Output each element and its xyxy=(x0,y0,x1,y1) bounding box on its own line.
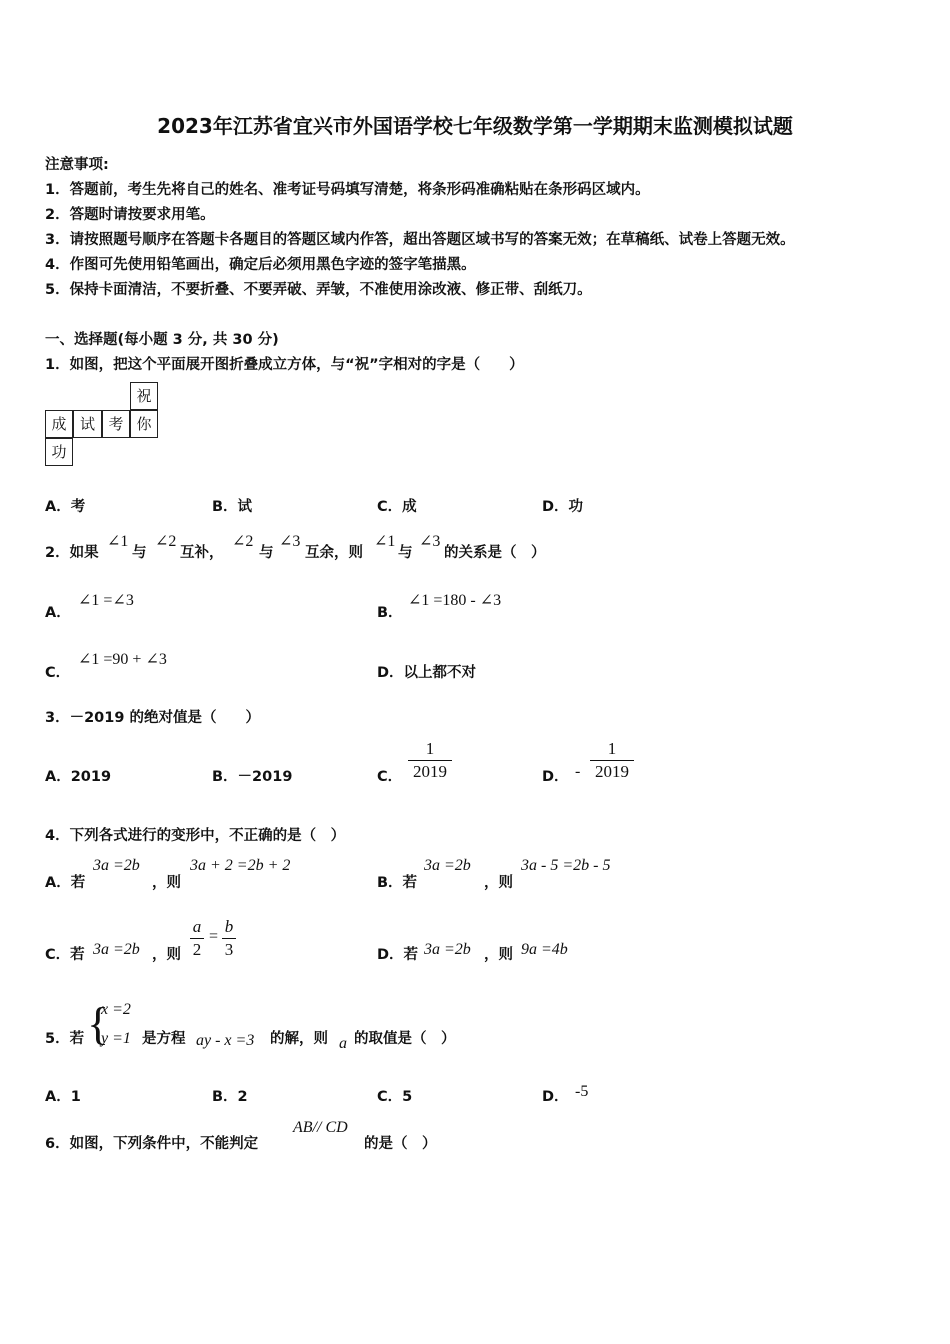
note-item: 5．保持卡面清洁，不要折叠、不要弄破、弄皱，不准使用涂改液、修正带、刮纸刀。 xyxy=(45,282,592,298)
question-2-text: 互余，则 xyxy=(305,545,363,561)
net-cell: 成 xyxy=(45,410,73,438)
option-b: B．－2019 xyxy=(212,769,293,785)
math-expr: AB// CD xyxy=(293,1119,348,1136)
option-b: B． xyxy=(377,605,403,621)
fraction xyxy=(190,916,204,961)
math-expr: ∠1 xyxy=(107,533,129,550)
system-brace: { xyxy=(87,998,110,1049)
fraction-denominator: 2 xyxy=(192,940,202,959)
option-d: D． xyxy=(542,1089,569,1105)
question-5-text: 是方程 xyxy=(142,1031,186,1047)
question-2-text: 的关系是（ ） xyxy=(444,545,546,561)
math-expr: ∠1 =180 - ∠3 xyxy=(408,592,502,609)
fraction-numerator: 1 xyxy=(425,739,435,758)
question-2-text: 2．如果 xyxy=(45,545,99,561)
option-d: D． xyxy=(542,769,569,785)
fraction xyxy=(222,916,236,961)
option-d-text: ，则 xyxy=(484,947,513,963)
option-b-text: ，则 xyxy=(484,875,513,891)
option-c-text: ，则 xyxy=(152,947,181,963)
note-item: 1．答题前，考生先将自己的姓名、准考证号码填写清楚，将条形码准确粘贴在条形码区域内。 xyxy=(45,182,650,198)
note-item: 3．请按照题号顺序在答题卡各题目的答题区域内作答，超出答题区域书写的答案无效；在草稿纸、试卷上答题无效。 xyxy=(45,232,795,248)
question-4-stem: 4．下列各式进行的变形中，不正确的是（ ） xyxy=(45,828,346,844)
question-3-stem: 3．－2019 的绝对值是（ ） xyxy=(45,710,260,726)
math-expr: ∠2 xyxy=(232,533,254,550)
fraction-numerator: b xyxy=(224,917,234,936)
question-6-text: 的是（ ） xyxy=(364,1136,437,1152)
option-d: D．功 xyxy=(542,499,584,515)
net-cell: 祝 xyxy=(130,382,158,410)
net-cell: 考 xyxy=(102,410,130,438)
math-expr: ∠3 xyxy=(419,533,441,550)
option-d: D．若 xyxy=(377,947,419,963)
math-expr: -5 xyxy=(575,1083,589,1100)
math-expr: ay - x =3 xyxy=(196,1032,255,1049)
option-c: C．若 xyxy=(45,947,85,963)
note-item: 4．作图可先使用铅笔画出，确定后必须用黑色字迹的签字笔描黑。 xyxy=(45,257,476,273)
fraction-denominator: 2019 xyxy=(413,762,447,781)
option-a: A．考 xyxy=(45,499,86,515)
option-a: A．2019 xyxy=(45,769,112,785)
question-2-text: 与 xyxy=(132,545,147,561)
math-expr: ∠1 =90 + ∠3 xyxy=(78,651,167,668)
math-expr: 3a + 2 =2b + 2 xyxy=(190,857,291,874)
question-5-text: 5．若 xyxy=(45,1031,85,1047)
math-expr: ∠2 xyxy=(155,533,177,550)
question-6-text: 6．如图，下列条件中，不能判定 xyxy=(45,1136,259,1152)
math-expr: ∠3 xyxy=(279,533,301,550)
option-c: C． xyxy=(45,665,71,681)
fraction xyxy=(408,738,452,783)
math-expr: y =1 xyxy=(101,1030,131,1047)
option-a: A．若 xyxy=(45,875,86,891)
notes-heading: 注意事项: xyxy=(45,157,109,173)
page-title: 2023年江苏省宜兴市外国语学校七年级数学第一学期期末监测模拟试题 xyxy=(157,114,793,138)
option-a: A．1 xyxy=(45,1089,81,1105)
option-c: C．成 xyxy=(377,499,417,515)
math-expr: x =2 xyxy=(101,1001,131,1018)
fraction-numerator: a xyxy=(192,917,202,936)
net-cell: 你 xyxy=(130,410,158,438)
option-a-text: ，则 xyxy=(152,875,181,891)
option-b: B．试 xyxy=(212,499,253,515)
option-d: D．以上都不对 xyxy=(377,665,477,681)
math-expr: ∠1 xyxy=(374,533,396,550)
question-5-text: 的解，则 xyxy=(270,1031,328,1047)
fraction-denominator: 3 xyxy=(224,940,234,959)
section-heading: 一、选择题(每小题 3 分, 共 30 分) xyxy=(45,332,279,348)
math-expr: ∠1 =∠3 xyxy=(78,592,134,609)
math-expr: 3a =2b xyxy=(424,857,471,874)
option-c: C． xyxy=(377,769,403,785)
math-expr: 3a =2b xyxy=(93,941,140,958)
option-b: B．若 xyxy=(377,875,418,891)
option-b: B．2 xyxy=(212,1089,248,1105)
fraction-numerator: 1 xyxy=(607,739,617,758)
math-expr: 3a =2b xyxy=(424,941,471,958)
fraction-denominator: 2019 xyxy=(595,762,629,781)
math-expr: 3a - 5 =2b - 5 xyxy=(521,857,611,874)
option-c: C．5 xyxy=(377,1089,413,1105)
question-2-text: 互补， xyxy=(180,545,224,561)
question-5-text: 的取值是（ ） xyxy=(354,1031,456,1047)
net-cell: 功 xyxy=(45,438,73,466)
note-item: 2．答题时请按要求用笔。 xyxy=(45,207,215,223)
math-expr: = xyxy=(209,928,219,945)
math-expr: - xyxy=(575,763,581,780)
fraction xyxy=(590,738,634,783)
math-expr: 3a =2b xyxy=(93,857,140,874)
question-1-stem: 1．如图，把这个平面展开图折叠成立方体，与“祝”字相对的字是（ ） xyxy=(45,357,524,373)
question-2-text: 与 xyxy=(259,545,274,561)
option-a: A． xyxy=(45,605,71,621)
math-expr: 9a =4b xyxy=(521,941,568,958)
net-cell: 试 xyxy=(73,410,102,438)
question-2-text: 与 xyxy=(398,545,413,561)
math-expr: a xyxy=(339,1035,347,1052)
